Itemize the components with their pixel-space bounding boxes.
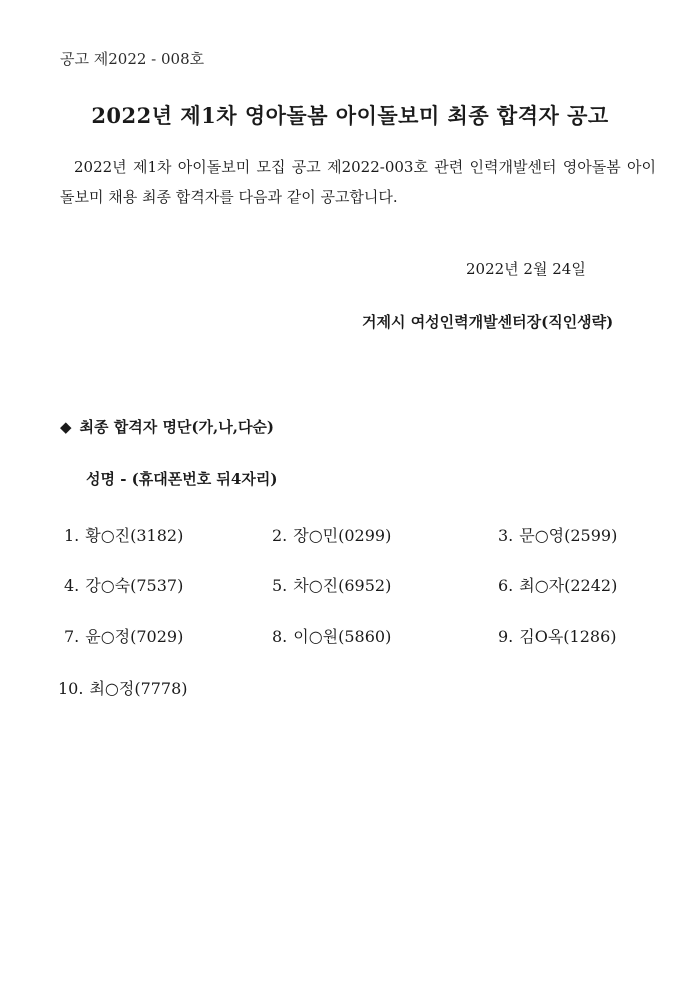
list-item: [64, 573, 183, 596]
item-number: 9.: [498, 627, 514, 646]
candidate-name: 차○진(6952): [293, 576, 392, 595]
item-number: 3.: [498, 526, 514, 545]
item-number: 1.: [64, 526, 80, 545]
candidate-name: 최○정(7778): [89, 679, 188, 698]
item-number: 7.: [64, 627, 80, 646]
list-item: [272, 523, 391, 546]
list-item: [58, 676, 188, 699]
list-subheading: 성명 - (휴대폰번호 뒤4자리): [86, 470, 278, 488]
candidate-name: 최○자(2242): [519, 576, 618, 595]
list-item: [498, 523, 617, 546]
candidate-name: 김O옥(1286): [519, 627, 617, 646]
item-number: 4.: [64, 576, 80, 595]
candidate-name: 윤○정(7029): [85, 627, 184, 646]
list-item: [64, 523, 183, 546]
candidate-name: 이○원(5860): [293, 627, 392, 646]
item-number: 10.: [58, 679, 84, 698]
list-heading-text: 최종 합격자 명단(가,나,다순): [79, 418, 275, 436]
candidate-name: 문○영(2599): [519, 526, 618, 545]
item-number: 2.: [272, 526, 288, 545]
item-number: 8.: [272, 627, 288, 646]
item-number: 6.: [498, 576, 514, 595]
candidate-name: 장○민(0299): [293, 526, 392, 545]
page-title: 2022년 제1차 영아돌봄 아이돌보미 최종 합격자 공고: [91, 103, 609, 128]
candidate-name: 강○숙(7537): [85, 576, 184, 595]
item-number: 5.: [272, 576, 288, 595]
announcement-body: 2022년 제1차 아이돌보미 모집 공고 제2022-003호 관련 인력개발센터 영아돌봄 아이돌보미 채용 최종 합격자를 다음과 같이 공고합니다.: [60, 158, 656, 206]
list-item: [272, 573, 391, 596]
announcement-date: 2022년 2월 24일: [466, 260, 586, 278]
list-heading: [60, 416, 274, 437]
diamond-bullet-icon: ◆: [60, 418, 72, 436]
candidate-name: 황○진(3182): [85, 526, 184, 545]
notice-number: 공고 제2022 - 008호: [60, 50, 205, 68]
list-item: [272, 624, 391, 647]
list-item: [498, 573, 617, 596]
list-item: [498, 624, 617, 647]
list-item: [64, 624, 183, 647]
issuer-signature: 거제시 여성인력개발센터장(직인생략): [362, 313, 614, 331]
